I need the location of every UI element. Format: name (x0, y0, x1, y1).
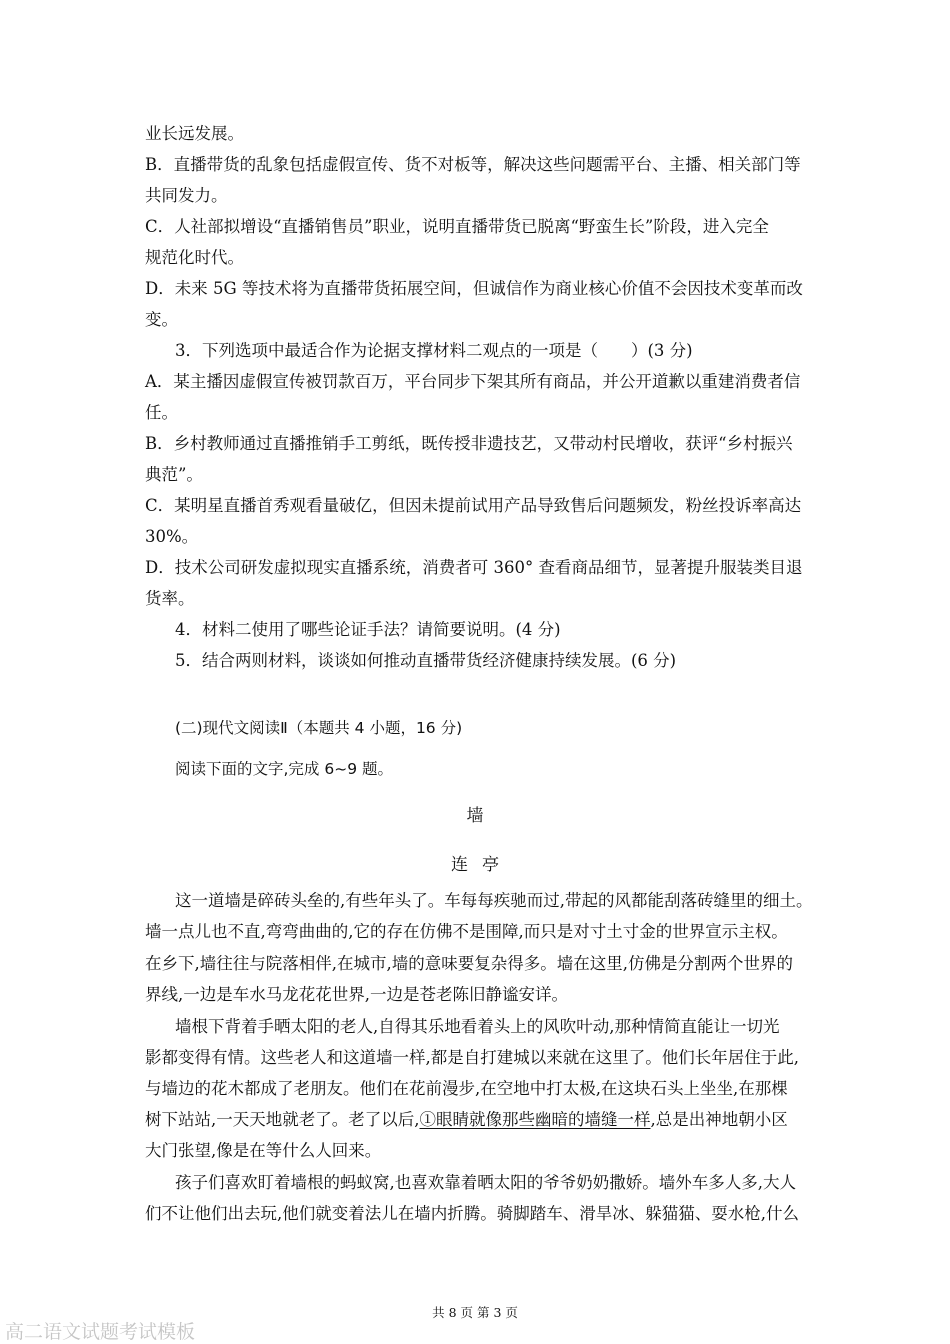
essay-p2-line-2: 影都变得有情。这些老人和这道墙一样,都是自打建城以来就在这里了。他们长年居住于此, (145, 1048, 799, 1067)
q3-option-c-line-1: C．某明星直播首秀观看量破亿，但因未提前试用产品导致售后问题频发，粉丝投诉率高达 (145, 496, 802, 515)
q3-option-b-line-1: B．乡村教师通过直播推销手工剪纸，既传授非遗技艺，又带动村民增收，获评“乡村振兴 (145, 434, 793, 453)
underlined-sentence-1: ①眼睛就像那些幽暗的墙缝一样 (419, 1110, 651, 1129)
question-4: 4．材料二使用了哪些论证手法？请简要说明。(4 分) (175, 620, 561, 639)
q3-option-a-line-2: 任。 (145, 403, 178, 422)
option-b-line-1: B．直播带货的乱象包括虚假宣传、货不对板等，解决这些问题需平台、主播、相关部门等 (145, 155, 801, 174)
essay-p2-line-1: 墙根下背着手晒太阳的老人,自得其乐地看着头上的风吹叶动,那种情简直能让一切光 (175, 1017, 780, 1036)
essay-p2-line-3: 与墙边的花木都成了老朋友。他们在花前漫步,在空地中打太极,在这块石头上坐坐,在那棵 (145, 1079, 788, 1098)
essay-p3-line-1: 孩子们喜欢盯着墙根的蚂蚁窝,也喜欢靠着晒太阳的爷爷奶奶撒娇。墙外车多人多,大人 (175, 1173, 796, 1192)
essay-author: 连亭 (451, 855, 513, 875)
question-3-stem: 3．下列选项中最适合作为论据支撑材料二观点的一项是（ ）(3 分) (175, 341, 693, 360)
q3-option-c-line-2: 30%。 (145, 527, 199, 546)
option-a-continued: 业长远发展。 (145, 124, 244, 143)
option-b-line-2: 共同发力。 (145, 186, 228, 205)
essay-p2-line-4-end: ,总是出神地朝小区 (650, 1110, 788, 1129)
essay-p3-line-2: 们不让他们出去玩,他们就变着法儿在墙内折腾。骑脚踏车、滑旱冰、躲猫猫、耍水枪,什么 (145, 1204, 799, 1223)
essay-title: 墙 (466, 806, 484, 826)
essay-p1-line-1: 这一道墙是碎砖头垒的,有些年头了。车每每疾驰而过,带起的风都能刮落砖缝里的细土。 (175, 891, 813, 910)
essay-p1-line-4: 界线,一边是车水马龙花花世界,一边是苍老陈旧静谧安详。 (145, 985, 568, 1004)
essay-p2-line-5: 大门张望,像是在等什么人回来。 (145, 1141, 382, 1160)
essay-p1-line-2: 墙一点儿也不直,弯弯曲曲的,它的存在仿佛不是围障,而只是对寸土寸金的世界宣示主权。 (145, 922, 788, 941)
essay-p2-line-4 (145, 1106, 788, 1130)
question-5: 5．结合两则材料，谈谈如何推动直播带货经济健康持续发展。(6 分) (175, 651, 677, 670)
essay-p2-line-4-start: 树下站站,一天天地就老了。老了以后, (145, 1110, 420, 1129)
option-c-line-2: 规范化时代。 (145, 248, 244, 267)
q3-option-a-line-1: A．某主播因虚假宣传被罚款百万，平台同步下架其所有商品，并公开道歉以重建消费者信 (145, 372, 801, 391)
essay-p1-line-3: 在乡下,墙往往与院落相伴,在城市,墙的意味要复杂得多。墙在这里,仿佛是分割两个世界的 (145, 954, 793, 973)
q3-option-b-line-2: 典范”。 (145, 465, 203, 484)
option-d-line-2: 变。 (145, 310, 178, 329)
q3-option-d-line-1: D．技术公司研发虚拟现实直播系统，消费者可 360° 查看商品细节，显著提升服装类目退 (145, 558, 803, 577)
q3-option-d-line-2: 货率。 (145, 589, 195, 608)
section-2-heading: (二)现代文阅读Ⅱ（本题共 4 小题，16 分) (175, 719, 463, 737)
watermark: 高二语文试题考试模板 (5, 1321, 196, 1343)
page-footer: 共 8 页 第 3 页 (432, 1305, 518, 1320)
section-2-instruction: 阅读下面的文字,完成 6~9 题。 (175, 760, 393, 778)
option-d-line-1: D．未来 5G 等技术将为直播带货拓展空间，但诚信作为商业核心价值不会因技术变革而改 (145, 279, 803, 298)
option-c-line-1: C．人社部拟增设“直播销售员”职业，说明直播带货已脱离“野蛮生长”阶段，进入完全 (145, 217, 769, 236)
